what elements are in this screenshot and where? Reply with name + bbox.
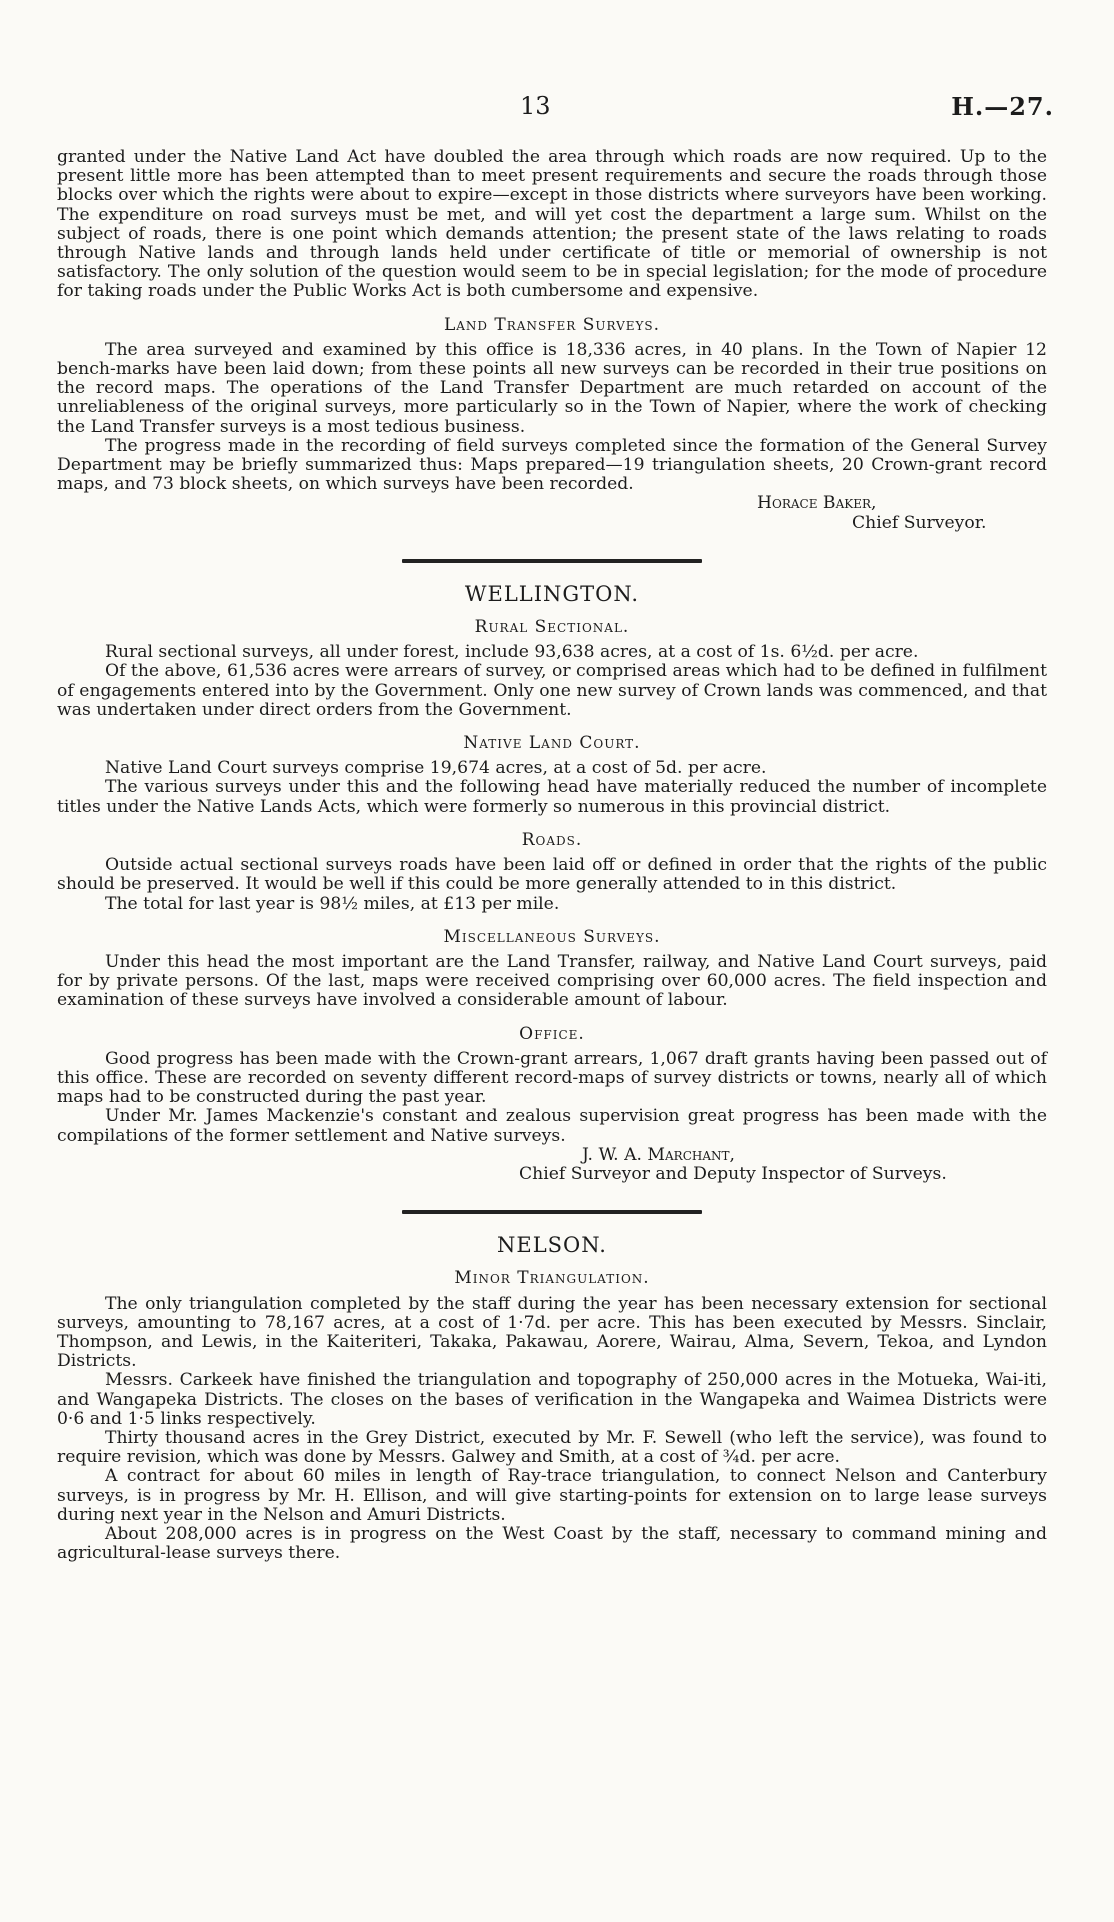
land-transfer-heading: Land Transfer Surveys. — [443, 314, 661, 335]
signature-name: Horace Baker, — [757, 493, 877, 514]
signature-name: J. W. A. Marchant, — [582, 1144, 735, 1165]
roads-heading: Roads. — [521, 829, 583, 850]
roads-paragraph-1: Outside actual sectional surveys roads have been laid off or defined in order that the rights of the public should be preserved. It would be well if this could be more generally attended to in this district. — [57, 855, 1047, 895]
land-transfer-paragraph-2: The progress made in the recording of field surveys completed since the formation of the General Survey Department may be briefly summarized thus: Maps prepared—19 triangulation sheets, 20 Crown-grant record maps, and 73 block sheets, on which surveys have been recorded. — [57, 435, 1047, 495]
rural-paragraph-1: Rural sectional surveys, all under forest, include 93,638 acres, at a cost of 1s. 6½d. per acre. — [105, 642, 919, 663]
nelson-paragraph-3: Thirty thousand acres in the Grey District, executed by Mr. F. Sewell (who left the service), was found to require revision, which was done by Messrs. Galwey and Smith, at a cost of ¾d. per acre. — [57, 1427, 1047, 1468]
native-land-court-paragraph-1: Native Land Court surveys comprise 19,674 acres, at a cost of 5d. per acre. — [105, 758, 767, 779]
minor-triangulation-heading: Minor Triangulation. — [454, 1268, 650, 1289]
signature-title: Chief Surveyor and Deputy Inspector of Surveys. — [519, 1163, 947, 1184]
rural-paragraph-2: Of the above, 61,536 acres were arrears of survey, or comprised areas which had to be defined in fulfilment of engagements entered into by the Government. Only one new survey of Crown lands was commenced, and that was undertaken under direct orders from the Government. — [57, 661, 1047, 720]
nelson-paragraph-4: A contract for about 60 miles in length of Ray-trace triangulation, to connect Nelson and Canterbury surveys, is in progress by Mr. H. Ellison, and will give starting-points for extension on to large lease surveys during next year in the Nelson and Amuri Districts. — [57, 1466, 1047, 1525]
body-text — [57, 148, 1047, 1563]
nelson-paragraph-1: The only triangulation completed by the staff during the year has been necessary extension for sectional surveys, amounting to 78,167 acres, at a cost of 1·7d. per acre. This has been executed by Messrs. Sinclair, Thompson, and Lewis, in the Kaiteriteri, Takaka, Pakawau, Aorere, Wairau, Alma, Severn, Tekoa, and Lyndon Districts. — [57, 1293, 1047, 1372]
office-paragraph-1: Good progress has been made with the Crown-grant arrears, 1,067 draft grants having been passed out of this office. These are recorded on seventy different record-maps of survey districts or towns, nearly all of which maps had to be constructed during the past year. — [57, 1048, 1047, 1108]
office-paragraph-2: Under Mr. James Mackenzie's constant and zealous supervision great progress has been made with the compilations of the former settlement and Native surveys. — [57, 1106, 1047, 1146]
office-heading: Office. — [519, 1023, 585, 1044]
page-number: 13 — [520, 92, 551, 120]
native-land-court-paragraph-2: The various surveys under this and the following head have materially reduced the number of incomplete titles under the Native Lands Acts, which were formerly so numerous in this provincial district. — [57, 777, 1047, 817]
section-title-nelson: NELSON. — [497, 1233, 607, 1258]
intro-paragraph: granted under the Native Land Act have doubled the area through which roads are now required. Up to the present little more has been attempted than to meet present requirements and secure the roads through those blocks over which the rights were about to expire—except in those districts where surveyors have been working. The expenditure on road surveys must be met, and will yet cost the department a large sum. Whilst on the subject of roads, there is one point which demands attention; the present state of the laws relating to roads through Native lands and through lands held under certificate of title or memorial of ownership is not satisfactory. The only solution of the question would seem to be in special legislation; for the mode of procedure for taking roads under the Public Works Act is both cumbersome and expensive. — [57, 147, 1047, 302]
native-land-court-heading: Native Land Court. — [463, 733, 641, 754]
signature-title: Chief Surveyor. — [852, 512, 987, 533]
rural-sectional-heading: Rural Sectional. — [474, 617, 630, 638]
land-transfer-paragraph-1: The area surveyed and examined by this office is 18,336 acres, in 40 plans. In the Town of Napier 12 bench-marks have been laid down; from these points all new surveys can be recorded in their true positions on the record maps. The operations of the Land Transfer Department are much retarded on account of the unreliableness of the original surveys, more particularly so in the Town of Napier, where the work of checking the Land Transfer surveys is a most tedious business. — [57, 339, 1047, 437]
section-title-wellington: WELLINGTON. — [464, 581, 640, 606]
roads-paragraph-2: The total for last year is 98½ miles, at £13 per mile. — [105, 893, 560, 914]
nelson-paragraph-2: Messrs. Carkeek have finished the triangulation and topography of 250,000 acres in the Motueka, Wai-iti, and Wangapeka Districts. The closes on the bases of verification in the Wangapeka and Waimea Districts were 0·6 and 1·5 links respectively. — [57, 1370, 1047, 1429]
miscellaneous-paragraph: Under this head the most important are the Land Transfer, railway, and Native Land Court surveys, paid for by private persons. Of the last, maps were received comprising over 60,000 acres. The field inspection and examination of these surveys have involved a considerable amount of labour. — [57, 951, 1047, 1011]
section-divider — [402, 559, 702, 563]
document-reference: H.—27. — [951, 92, 1054, 121]
section-divider — [402, 1210, 702, 1214]
miscellaneous-surveys-heading: Miscellaneous Surveys. — [443, 926, 661, 947]
nelson-paragraph-5: About 208,000 acres is in progress on the West Coast by the staff, necessary to command mining and agricultural-lease surveys there. — [57, 1523, 1047, 1564]
